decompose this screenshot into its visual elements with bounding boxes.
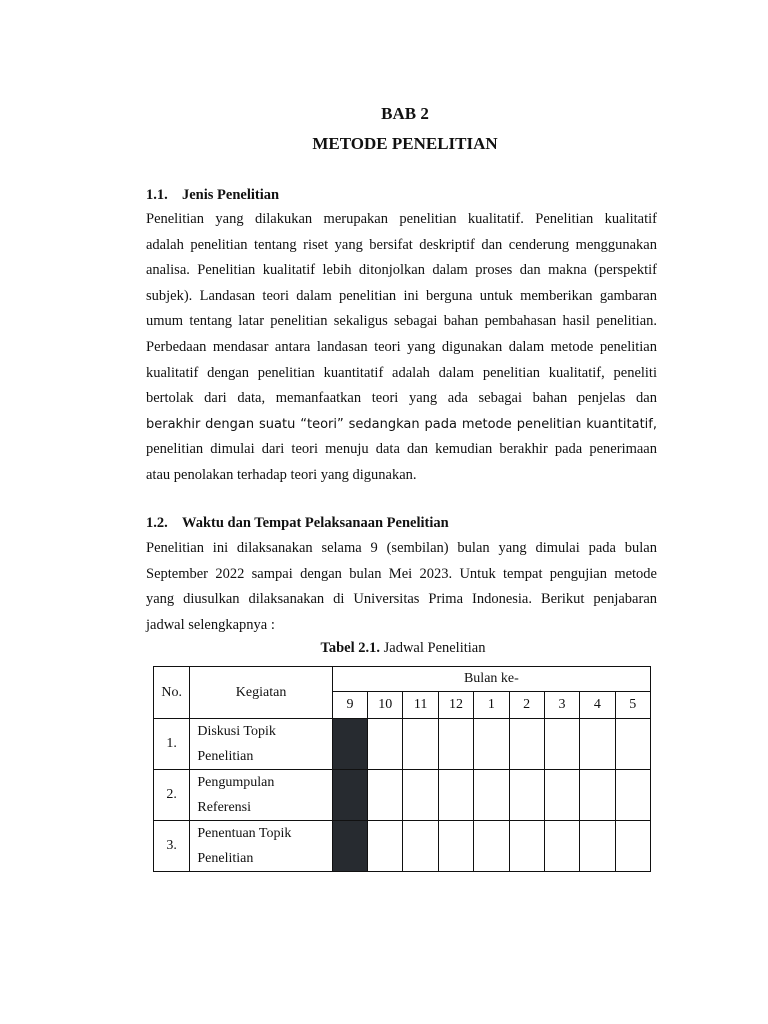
paragraph-line: yang diusulkan dilaksanakan di Universitas Prima Indonesia. Berikut penjabaran [146,591,657,608]
month-cell [615,770,650,821]
month-cell [509,719,544,770]
paragraph-line: analisa. Penelitian kualitatif lebih ditonjolkan dalam proses dan makna (perspektif [146,262,657,279]
row-activity [190,719,332,770]
table-row [154,770,651,821]
month-cell [438,770,473,821]
row-activity [190,770,332,821]
header-activity: Kegiatan [190,667,332,719]
row-number: 2. [154,770,190,821]
paragraph-line: bertolak dari data, memanfaatkan teori yang ada sebagai bahan penjelas dan [146,390,657,407]
schedule-table [153,666,651,872]
month-cell [544,719,579,770]
paragraph-line: jadwal selengkapnya : [146,616,275,633]
month-cell [474,719,509,770]
month-cell [580,770,615,821]
chapter-number: BAB 2 [381,104,429,123]
month-header: 9 [332,692,367,719]
paragraph-line: berakhir dengan suatu “teori” sedangkan pada metode penelitian kuantitatif, [146,416,657,432]
paragraph-line: Penelitian ini dilaksanakan selama 9 (sembilan) bulan yang dimulai pada bulan [146,540,657,556]
paragraph-line: kualitatif dengan penelitian kuantitatif adalah dalam penelitian kualitatif, peneliti [146,364,657,381]
header-month-group: Bulan ke- [332,667,650,692]
section-heading-jenis-penelitian [146,187,279,204]
chapter-title: METODE PENELITIAN [312,134,498,153]
month-cell [438,821,473,872]
activity-line: Penelitian [197,851,254,866]
paragraph-line: Perbedaan mendasar antara landasan teori yang digunakan dalam metode penelitian [146,338,657,355]
activity-line: Penelitian [197,749,254,764]
month-header: 3 [544,692,579,719]
month-cell [403,719,438,770]
section-title: Jenis Penelitian [182,187,280,203]
paragraph-line: Penelitian yang dilakukan merupakan penelitian kualitatif. Penelitian kualitatif [146,211,657,227]
month-cell [544,821,579,872]
month-cell [544,770,579,821]
section-heading-waktu-tempat [146,515,449,532]
activity-line: Penentuan Topik [197,826,292,841]
section-title: Waktu dan Tempat Pelaksanaan Penelitian [182,515,449,531]
paragraph-line: penelitian dimulai dari teori menuju data dan kemudian berakhir pada penerimaan [146,441,657,458]
section-number: 1.2. [146,515,168,531]
table-row [154,719,651,770]
month-cell [509,821,544,872]
month-cell [509,770,544,821]
activity-line: Referensi [197,800,252,815]
activity-line: Diskusi Topik [197,724,276,739]
month-cell [332,770,367,821]
paragraph-waktu-tempat [146,536,657,638]
header-no: No. [154,667,190,719]
month-header: 10 [368,692,403,719]
month-cell [580,821,615,872]
row-number: 1. [154,719,190,770]
table-caption [0,640,768,657]
paragraph-line: subjek). Landasan teori dalam penelitian ini berguna untuk memberikan gambaran [146,287,657,304]
month-cell [368,770,403,821]
month-cell [438,719,473,770]
paragraph-line: umum tentang latar penelitian sekaligus sebagai bahan pembahasan hasil penelitian. [146,313,657,330]
table-caption-text: Jadwal Penelitian [383,640,486,656]
month-cell [615,821,650,872]
row-activity [190,821,332,872]
month-header: 2 [509,692,544,719]
month-cell [332,719,367,770]
paragraph-line: atau penolakan terhadap teori yang digunakan. [146,466,417,483]
activity-line: Pengumpulan [197,775,275,790]
row-number: 3. [154,821,190,872]
table-caption-label: Tabel 2.1. [320,640,380,656]
month-header: 1 [474,692,509,719]
paragraph-line: adalah penelitian tentang riset yang bersifat deskriptif dan cenderung menggunakan [146,236,657,253]
month-header: 11 [403,692,438,719]
paragraph-line: September 2022 sampai dengan bulan Mei 2023. Untuk tempat pengujian metode [146,565,657,582]
month-cell [332,821,367,872]
month-cell [474,770,509,821]
paragraph-jenis-penelitian [146,207,657,489]
month-cell [403,821,438,872]
table-row [154,821,651,872]
month-header: 4 [580,692,615,719]
section-number: 1.1. [146,187,168,203]
month-cell [368,821,403,872]
month-cell [403,770,438,821]
month-cell [615,719,650,770]
month-cell [368,719,403,770]
month-header: 5 [615,692,650,719]
month-cell [474,821,509,872]
month-header: 12 [438,692,473,719]
month-cell [580,719,615,770]
